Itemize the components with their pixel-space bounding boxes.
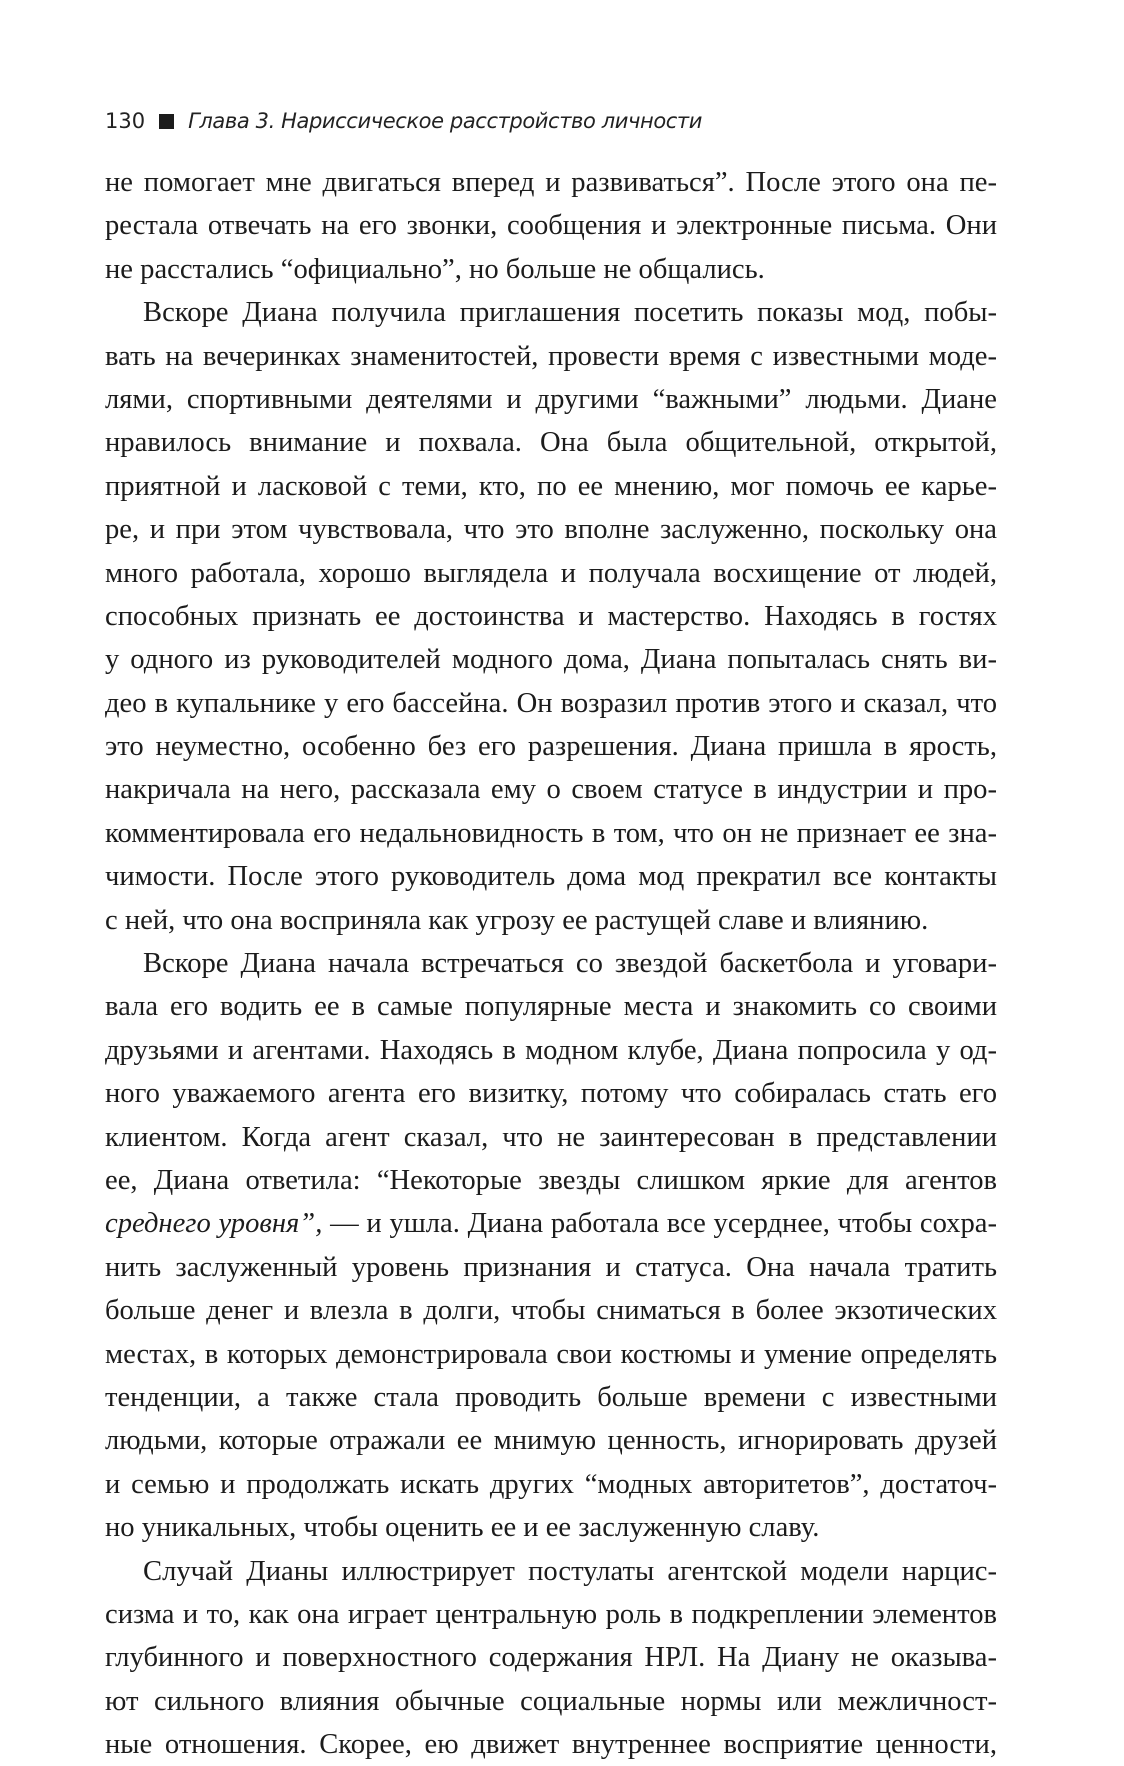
- text-line: ного уважаемого агента его визитку, потому что собиралась стать его: [105, 1078, 997, 1110]
- text-line: ные отношения. Скорее, ею движет внутреннее восприятие ценности,: [105, 1729, 997, 1761]
- italic-phrase: среднего уровня”,: [105, 1208, 323, 1240]
- text-line: лями, спортивными деятелями и другими “важными” людьми. Диане: [105, 383, 997, 415]
- text-line: чимости. После этого руководитель дома мод прекратил все контакты: [105, 861, 997, 893]
- text-line: людьми, которые отражали ее мнимую ценность, игнорировать друзей: [105, 1425, 997, 1457]
- text-line: Случай Дианы иллюстрирует постулаты агентской модели нарцис-: [143, 1555, 997, 1587]
- text-line: это неуместно, особенно без его разрешения. Диана пришла в ярость,: [105, 731, 997, 763]
- black-square-icon: [159, 114, 174, 129]
- text-line: Вскоре Диана начала встречаться со звездой баскетбола и уговари-: [143, 948, 997, 980]
- text-line: с ней, что она восприняла как угрозу ее растущей славе и влиянию.: [105, 904, 929, 936]
- text-line: местах, в которых демонстрировала свои костюмы и умение определять: [105, 1338, 997, 1370]
- text-line: приятной и ласковой с теми, кто, по ее мнению, мог помочь ее карье-: [105, 470, 997, 502]
- text-line: вала его водить ее в самые популярные места и знакомить со своими: [105, 991, 997, 1023]
- text-span: — и ушла. Диана работала все усерднее, чтобы сохра-: [322, 1208, 997, 1240]
- text-line: но уникальных, чтобы оценить ее и ее заслуженную славу.: [105, 1512, 820, 1544]
- text-line: способных признать ее достоинства и мастерство. Находясь в гостях: [105, 600, 997, 632]
- text-line: ее, Диана ответила: “Некоторые звезды слишком яркие для агентов: [105, 1164, 997, 1196]
- text-line: тенденции, а также стала проводить больше времени с известными: [105, 1381, 997, 1413]
- text-line: глубинного и поверхностного содержания НРЛ. На Диану не оказыва-: [105, 1642, 997, 1674]
- text-line: сизма и то, как она играет центральную роль в подкреплении элементов: [105, 1598, 997, 1630]
- text-line: ре, и при этом чувствовала, что это вполне заслуженно, поскольку она: [105, 514, 997, 546]
- text-line: нить заслуженный уровень признания и статуса. Она начала тратить: [105, 1251, 997, 1283]
- text-line: комментировала его недальновидность в том, что он не признает ее зна-: [105, 817, 997, 849]
- text-line: накричала на него, рассказала ему о своем статусе в индустрии и про-: [105, 774, 997, 806]
- running-head: [105, 104, 702, 138]
- text-line: у одного из руководителей модного дома, Диана попыталась снять ви-: [105, 644, 997, 676]
- text-line: део в купальнике у его бассейна. Он возразил против этого и сказал, что: [105, 687, 997, 719]
- text-line: ют сильного влияния обычные социальные нормы или межличност-: [105, 1685, 997, 1717]
- text-line: вать на вечеринках знаменитостей, провести время с известными моде-: [105, 340, 997, 372]
- text-line: не помогает мне двигаться вперед и развиваться”. После этого она пе-: [105, 167, 997, 198]
- text-line: друзьями и агентами. Находясь в модном клубе, Диана попросила у од-: [105, 1034, 997, 1066]
- text-line: не расстались “официально”, но больше не общались.: [105, 253, 765, 285]
- text-line: клиентом. Когда агент сказал, что не заинтересован в представлении: [105, 1121, 997, 1153]
- text-line: больше денег и влезла в долги, чтобы сниматься в более экзотических: [105, 1295, 997, 1327]
- text-line: рестала отвечать на его звонки, сообщения и электронные письма. Они: [105, 210, 997, 242]
- chapter-title: Глава 3. Нариссическое расстройство личности: [188, 109, 703, 133]
- text-line: и семью и продолжать искать других “модных авторитетов”, достаточ-: [105, 1468, 997, 1500]
- page-number: 130: [105, 109, 146, 133]
- text-line: Вскоре Диана получила приглашения посетить показы мод, побы-: [143, 297, 997, 329]
- text-line: много работала, хорошо выглядела и получала восхищение от людей,: [105, 557, 997, 589]
- text-line-with-italic: [105, 1202, 997, 1245]
- body-text: [105, 161, 997, 1766]
- text-line: нравилось внимание и похвала. Она была общительной, открытой,: [105, 427, 997, 459]
